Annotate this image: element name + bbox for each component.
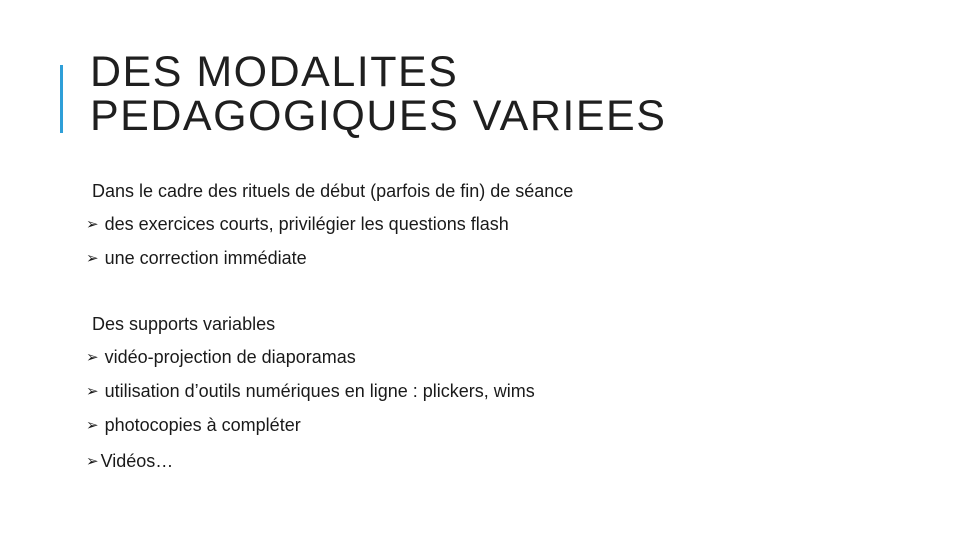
title-line-1: DES MODALITES xyxy=(90,48,459,96)
list-item-text: une correction immédiate xyxy=(104,248,307,268)
list-item xyxy=(86,380,535,403)
arrow-bullet-icon: ➢ xyxy=(86,453,99,470)
list-item xyxy=(86,450,173,473)
list-item xyxy=(86,346,356,369)
section-2-intro: Des supports variables xyxy=(92,314,276,334)
arrow-bullet-icon: ➢ xyxy=(86,417,99,434)
arrow-bullet-icon: ➢ xyxy=(86,349,99,366)
list-item-text: vidéo-projection de diaporamas xyxy=(104,347,356,367)
section-1-intro: Dans le cadre des rituels de début (parfois de fin) de séance xyxy=(92,181,574,201)
list-item-text: Vidéos… xyxy=(100,451,174,471)
list-item-text: utilisation d’outils numériques en ligne : plickers, wims xyxy=(104,381,535,401)
list-item xyxy=(86,414,301,437)
arrow-bullet-icon: ➢ xyxy=(86,250,99,267)
list-item xyxy=(86,213,509,236)
list-item-text: des exercices courts, privilégier les questions flash xyxy=(104,214,509,234)
list-item-text: photocopies à compléter xyxy=(104,415,301,435)
arrow-bullet-icon: ➢ xyxy=(86,216,99,233)
title-line-2: PEDAGOGIQUES VARIEES xyxy=(90,92,667,140)
arrow-bullet-icon: ➢ xyxy=(86,383,99,400)
list-item xyxy=(86,247,307,270)
